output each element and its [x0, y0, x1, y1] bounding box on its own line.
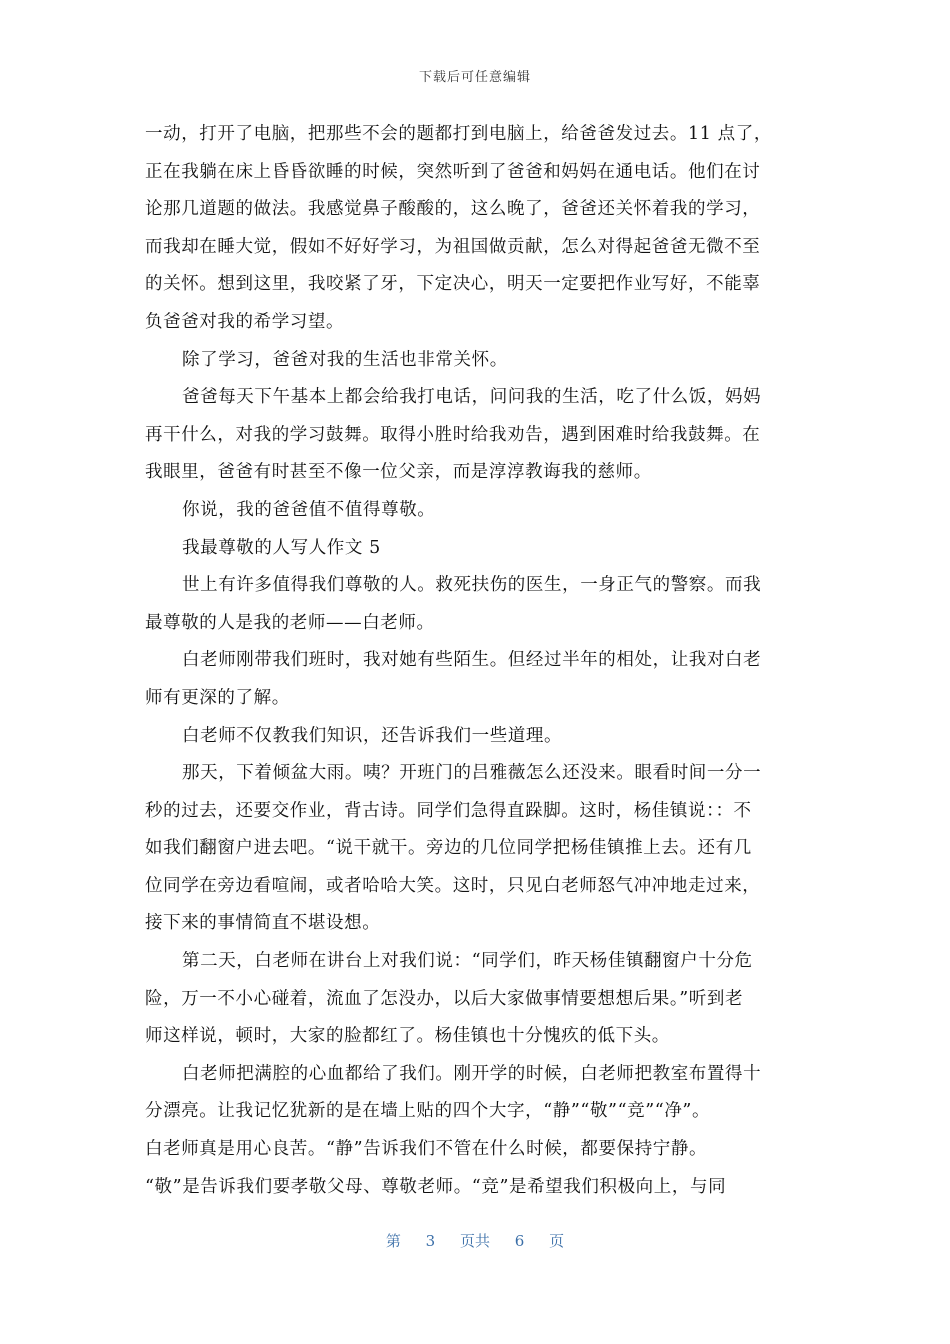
text-line: 再干什么，对我的学习鼓舞。取得小胜时给我劝告，遇到困难时给我鼓舞。在 [145, 424, 761, 445]
footer-current-page: 3 [425, 1232, 436, 1250]
text-line: 那天，下着倾盆大雨。咦？开班门的吕雅薇怎么还没来。眼看时间一分一 [182, 763, 762, 784]
text-line: 的关怀。想到这里，我咬紧了牙，下定决心，明天一定要把作业写好，不能辜 [145, 274, 761, 295]
text-line: 白老师不仅教我们知识，还告诉我们一些道理。 [182, 725, 563, 746]
text-line: 第二天，白老师在讲台上对我们说：“同学们，昨天杨佳镇翻窗户十分危 [182, 951, 753, 972]
header-text: 下载后可任意编辑 [418, 70, 531, 85]
text-line: 险，万一不小心碰着，流血了怎没办，以后大家做事情要想想后果。”听到老 [145, 988, 744, 1009]
text-line: 如我们翻窗户进去吧。“说干就干。旁边的几位同学把杨佳镇推上去。还有几 [145, 838, 752, 859]
page-footer [0, 1230, 950, 1251]
text-line: 白老师刚带我们班时，我对她有些陌生。但经过半年的相处，让我对白老 [182, 650, 762, 671]
text-line: 负爸爸对我的希学习望。 [145, 311, 345, 332]
text-line: 除了学习，爸爸对我的生活也非常关怀。 [182, 349, 508, 370]
text-line: 而我却在睡大觉，假如不好好学习，为祖国做贡献，怎么对得起爸爸无微不至 [145, 236, 761, 257]
text-line: 我眼里，爸爸有时甚至不像一位父亲，而是淳淳教诲我的慈师。 [145, 462, 652, 483]
text-line: 位同学在旁边看喧闹，或者哈哈大笑。这时，只见白老师怒气冲冲地走过来， [145, 875, 761, 896]
footer-suffix: 页 [549, 1232, 565, 1250]
text-line: 秒的过去，还要交作业，背古诗。同学们急得直跺脚。这时，杨佳镇说：：不 [145, 800, 752, 821]
footer-prefix: 第 [385, 1232, 401, 1250]
text-line: 白老师真是用心良苦。“静”告诉我们不管在什么时候，都要保持宁静。 [145, 1139, 708, 1160]
text-line: “敬”是告诉我们要孝敬父母、尊敬老师。“竞”是希望我们积极向上，与同 [145, 1176, 727, 1197]
text-line: 分漂亮。让我记忆犹新的是在墙上贴的四个大字，“静”“敬”“竞”“净”。 [145, 1101, 711, 1122]
text-line: 白老师把满腔的心血都给了我们。刚开学的时候，白老师把教室布置得十 [182, 1063, 762, 1084]
text-line: 最尊敬的人是我的老师——白老师。 [145, 612, 435, 633]
text-line: 一动，打开了电脑，把那些不会的题都打到电脑上，给爸爸发过去。11 点了， [145, 124, 772, 144]
text-line: 世上有许多值得我们尊敬的人。救死扶伤的医生，一身正气的警察。而我 [182, 575, 762, 596]
footer-total-pages: 6 [514, 1232, 525, 1250]
text-line: 爸爸每天下午基本上都会给我打电话，问问我的生活，吃了什么饭，妈妈 [182, 387, 762, 408]
footer-middle: 页共 [459, 1232, 490, 1250]
text-line: 我最尊敬的人写人作文 5 [182, 537, 381, 558]
page-header [0, 66, 950, 85]
text-line: 师有更深的了解。 [145, 687, 290, 708]
document-body [145, 116, 810, 1206]
text-line: 论那几道题的做法。我感觉鼻子酸酸的，这么晚了，爸爸还关怀着我的学习， [145, 199, 761, 220]
text-line: 你说，我的爸爸值不值得尊敬。 [182, 499, 436, 520]
text-line: 正在我躺在床上昏昏欲睡的时候，突然听到了爸爸和妈妈在通电话。他们在讨 [145, 161, 761, 182]
text-line: 师这样说，顿时，大家的脸都红了。杨佳镇也十分愧疚的低下头。 [145, 1026, 670, 1047]
text-line: 接下来的事情简直不堪设想。 [145, 913, 381, 934]
